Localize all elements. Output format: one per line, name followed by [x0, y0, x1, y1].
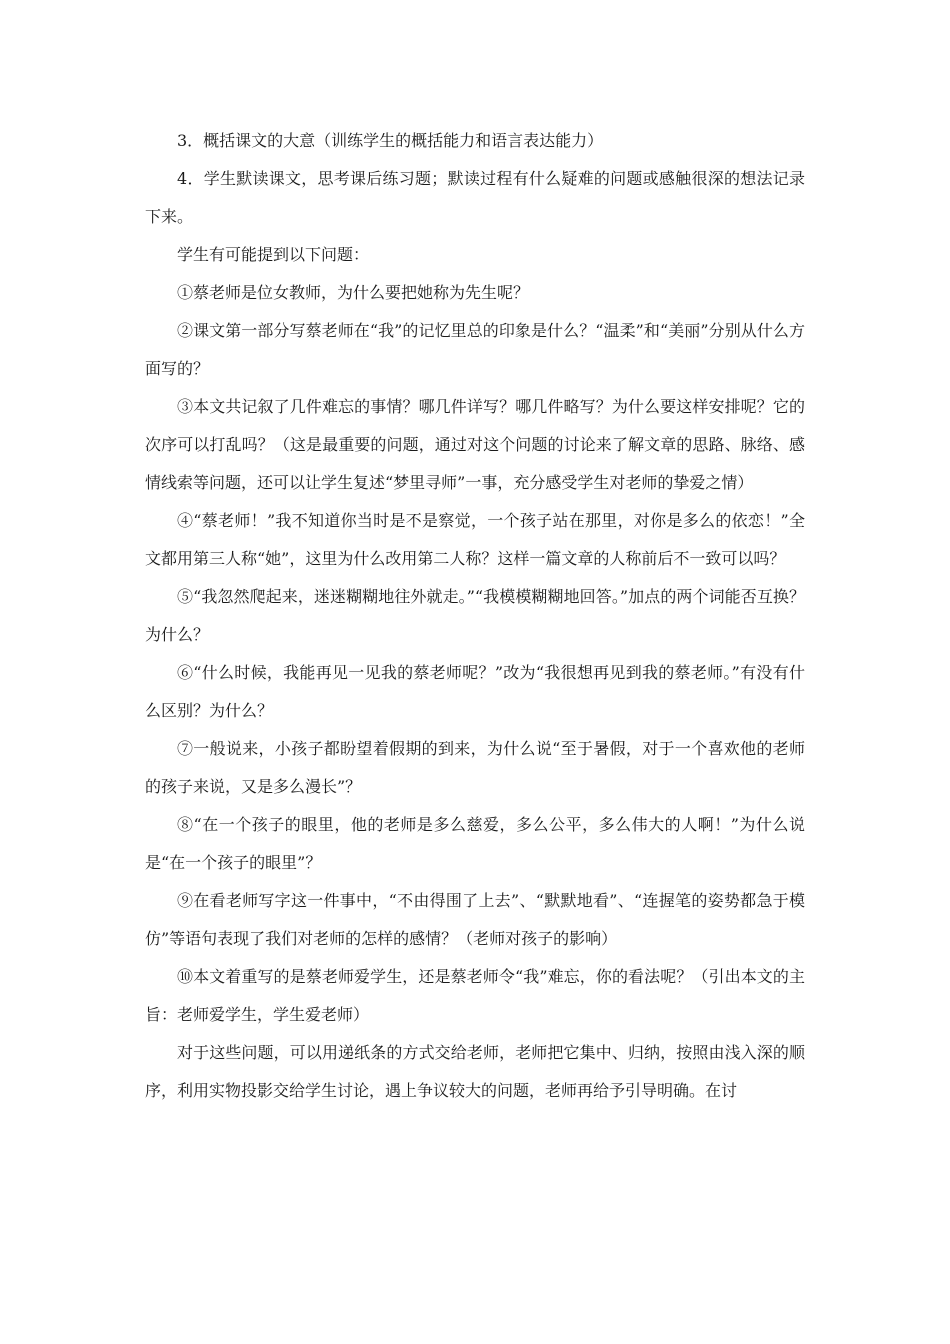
question-item-2: ②课文第一部分写蔡老师在“我”的记忆里总的印象是什么？“温柔”和“美丽”分别从什么方面写的？	[145, 321, 805, 378]
paragraph-possible-questions-intro: 学生有可能提到以下问题：	[177, 245, 370, 264]
paragraph-handling-questions: 对于这些问题，可以用递纸条的方式交给老师，老师把它集中、归纳，按照由浅入深的顺序，利用实物投影交给学生讨论，遇上争议较大的问题，老师再给予引导明确。在讨	[145, 1043, 805, 1100]
question-item-3: ③本文共记叙了几件难忘的事情？哪几件详写？哪几件略写？为什么要这样安排呢？它的次序可以打乱吗？（这是最重要的问题，通过对这个问题的讨论来了解文章的思路、脉络、感情线索等问题，还可以让学生复述“梦里寻师”一事，充分感受学生对老师的挚爱之情）	[145, 397, 805, 492]
question-item-6: ⑥“什么时候，我能再见一见我的蔡老师呢？”改为“我很想再见到我的蔡老师。”有没有什么区别？为什么？	[145, 663, 805, 720]
question-item-4: ④“蔡老师！”我不知道你当时是不是察觉，一个孩子站在那里，对你是多么的依恋！”全文都用第三人称“她”，这里为什么改用第二人称？这样一篇文章的人称前后不一致可以吗？	[145, 511, 805, 568]
question-item-9: ⑨在看老师写字这一件事中，“不由得围了上去”、“默默地看”、“连握笔的姿势都急于模仿”等语句表现了我们对老师的怎样的感情？（老师对孩子的影响）	[145, 891, 805, 948]
question-item-5: ⑤“我忽然爬起来，迷迷糊糊地往外就走。”“我模模糊糊地回答。”加点的两个词能否互换？为什么？	[145, 587, 805, 644]
question-item-10: ⑩本文着重写的是蔡老师爱学生，还是蔡老师令“我”难忘，你的看法呢？（引出本文的主旨：老师爱学生，学生爱老师）	[145, 967, 805, 1024]
paragraph-summary-task: 3．概括课文的大意（训练学生的概括能力和语言表达能力）	[177, 131, 604, 150]
question-item-1: ①蔡老师是位女教师，为什么要把她称为先生呢？	[177, 283, 530, 302]
document-body	[145, 122, 805, 1110]
question-item-8: ⑧“在一个孩子的眼里，他的老师是多么慈爱，多么公平，多么伟大的人啊！”为什么说是“在一个孩子的眼里”？	[145, 815, 805, 872]
paragraph-silent-reading-task: 4．学生默读课文，思考课后练习题；默读过程有什么疑难的问题或感触很深的想法记录下来。	[145, 169, 805, 226]
question-item-7: ⑦一般说来，小孩子都盼望着假期的到来，为什么说“至于暑假，对于一个喜欢他的老师的孩子来说，又是多么漫长”？	[145, 739, 805, 796]
